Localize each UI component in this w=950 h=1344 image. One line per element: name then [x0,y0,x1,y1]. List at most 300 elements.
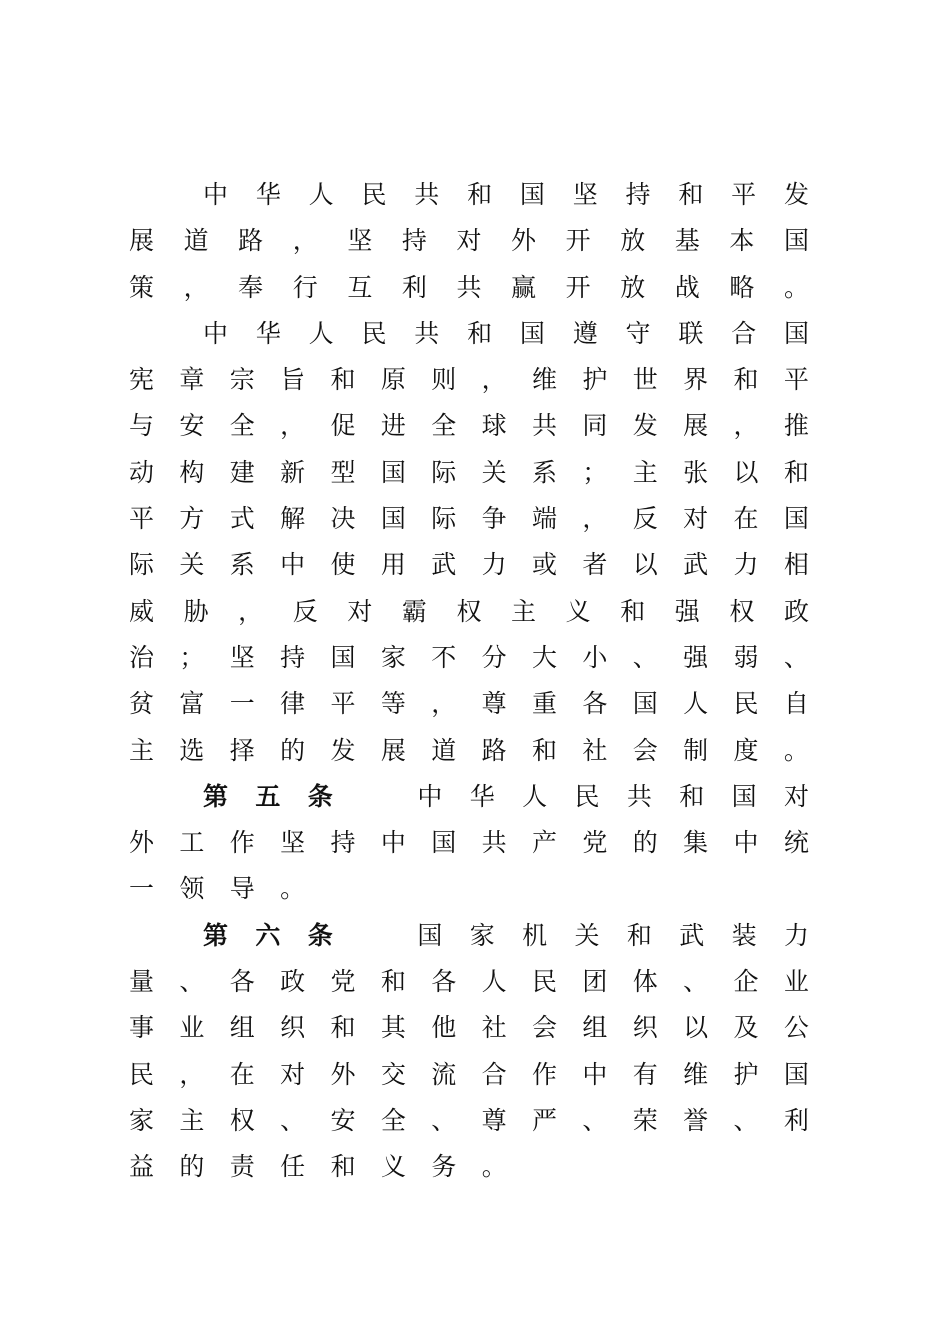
text-char: 民 [361,318,387,348]
text-char: 不 [431,642,457,672]
text-char: 展 [129,226,155,256]
text-char: 路 [238,226,264,256]
text-line [129,681,809,727]
text-char: 和 [467,318,493,348]
text-char: 行 [292,272,318,302]
text-line [129,403,809,449]
text-char: 争 [481,504,507,534]
text-char: 全 [229,411,255,441]
text-char: 义 [565,596,591,626]
text-char: 国 [783,504,809,534]
text-char: 工 [179,828,205,858]
text-char: 推 [783,411,809,441]
article-label-char: 六 [255,920,281,950]
text-char: 坚 [347,226,373,256]
text-char: 华 [469,781,495,811]
text-char: 武 [431,550,457,580]
text-char: 弱 [733,642,759,672]
text-char: 民 [532,967,558,997]
text-char: 平 [783,365,809,395]
text-char: 在 [229,1059,255,1089]
text-char: 端 [532,504,558,534]
text-char: 界 [683,365,709,395]
text-char: 大 [532,642,558,672]
text-char: 作 [229,828,255,858]
text-char: 。 [280,874,306,904]
text-char: 持 [625,180,651,209]
text-char: 发 [632,411,658,441]
text-char: 流 [431,1059,457,1089]
text-char: 业 [783,967,809,997]
text-char: 社 [481,1013,507,1043]
text-char: 决 [330,504,356,534]
text-char: 与 [129,411,155,441]
text-line [129,172,809,218]
text-char: 责 [229,1152,255,1182]
text-char: 共 [626,781,652,811]
text-char: 关 [574,920,600,950]
text-char: 企 [733,967,759,997]
text-char: 开 [565,272,591,302]
text-char: 宗 [229,365,255,395]
text-char: ； [179,642,205,672]
text-line [129,265,809,311]
text-char: 开 [565,226,591,256]
text-char: 和 [679,781,705,811]
text-char: 展 [380,735,406,765]
text-char: 际 [129,550,155,580]
text-char: 领 [179,874,205,904]
text-char: 国 [417,920,443,950]
text-char: 制 [683,735,709,765]
text-char: 誉 [683,1105,709,1135]
text-char: 、 [683,967,709,997]
text-char: 各 [431,967,457,997]
text-char: 维 [683,1059,709,1089]
text-char: 合 [731,318,757,348]
text-line [129,728,809,774]
text-char: 国 [731,781,757,811]
text-char: 、 [280,1105,306,1135]
text-char: 党 [582,828,608,858]
text-line [129,866,809,912]
text-char: 权 [456,596,482,626]
text-char: 团 [582,967,608,997]
text-line [129,1005,809,1051]
text-line [129,311,809,357]
text-char: 家 [129,1105,155,1135]
text-char: 各 [229,967,255,997]
text-char: 全 [380,1105,406,1135]
text-char: 外 [511,226,537,256]
text-char: 其 [380,1013,406,1043]
text-char: 坚 [572,180,598,209]
text-char: 、 [632,642,658,672]
text-char: 安 [179,411,205,441]
text-char: 富 [179,689,205,719]
text-char: 坚 [280,828,306,858]
text-char: 章 [179,365,205,395]
text-line [129,589,809,635]
article-label-char: 第 [203,781,229,811]
text-char: 建 [229,457,255,487]
text-char: 中 [203,318,229,348]
text-char: 各 [582,689,608,719]
text-char: ， [238,596,264,626]
text-char: 的 [179,1152,205,1182]
text-char: 以 [733,457,759,487]
text-char: 中 [380,828,406,858]
text-char: 展 [683,411,709,441]
text-char: ， [280,411,306,441]
text-char: 国 [783,1059,809,1089]
text-char: 民 [361,180,387,209]
text-char: 和 [678,180,704,209]
text-char: 分 [481,642,507,672]
text-char: 放 [620,226,646,256]
text-char: 律 [280,689,306,719]
text-line [129,1144,809,1190]
text-char: 织 [632,1013,658,1043]
text-char: ， [481,365,507,395]
text-char: 道 [183,226,209,256]
text-char: 的 [632,828,658,858]
text-char: 策 [129,272,155,302]
text-char: 自 [783,689,809,719]
text-char: 持 [330,828,356,858]
text-char: 华 [255,318,281,348]
text-char: 主 [129,735,155,765]
text-char: 促 [330,411,356,441]
text-char: 严 [532,1105,558,1135]
text-char: 一 [229,689,255,719]
text-char: 反 [632,504,658,534]
text-char: 华 [255,180,281,209]
text-char: 外 [330,1059,356,1089]
text-char: 安 [330,1105,356,1135]
text-char: 国 [783,226,809,256]
text-char: 会 [532,1013,558,1043]
text-char: 和 [330,1152,356,1182]
text-char: 中 [203,180,229,209]
text-char: 型 [330,457,356,487]
text-char: 小 [582,642,608,672]
text-char: 共 [456,272,482,302]
text-char: 武 [679,920,705,950]
text-char: 方 [179,504,205,534]
text-char: 集 [683,828,709,858]
text-char: 张 [683,457,709,487]
text-char: 和 [330,1013,356,1043]
text-char: 度 [733,735,759,765]
text-char: 胁 [183,596,209,626]
text-char: 国 [330,642,356,672]
text-char: 和 [626,920,652,950]
text-char: 共 [532,411,558,441]
text-char: 组 [229,1013,255,1043]
text-char: 。 [783,272,809,302]
text-char: 维 [532,365,558,395]
text-char: 组 [582,1013,608,1043]
text-char: 用 [380,550,406,580]
text-char: 球 [481,411,507,441]
text-char: 反 [292,596,318,626]
text-line [129,959,809,1005]
text-char: 交 [380,1059,406,1089]
text-char: ， [179,1059,205,1089]
text-char: 以 [683,1013,709,1043]
text-char: 导 [229,874,255,904]
text-char: 政 [280,967,306,997]
text-char: 赢 [511,272,537,302]
text-char: 联 [678,318,704,348]
text-char: 有 [632,1059,658,1089]
text-char: 、 [431,1105,457,1135]
text-char: 政 [783,596,809,626]
text-char: ； [582,457,608,487]
text-char: 略 [729,272,755,302]
text-char: 威 [129,596,155,626]
text-char: 宪 [129,365,155,395]
text-char: 择 [229,735,255,765]
text-char: 者 [582,550,608,580]
text-char: 和 [330,365,356,395]
text-char: 及 [733,1013,759,1043]
text-char: 际 [431,504,457,534]
text-char: 人 [308,180,334,209]
text-char: 人 [308,318,334,348]
text-char: 外 [129,828,155,858]
text-char: 道 [431,735,457,765]
text-char: 相 [783,550,809,580]
text-char: 家 [380,642,406,672]
text-char: 民 [574,781,600,811]
text-char: 国 [783,318,809,348]
text-line [129,635,809,681]
text-char: 新 [280,457,306,487]
text-char: 遵 [572,318,598,348]
text-char: 共 [414,180,440,209]
text-char: 和 [733,365,759,395]
text-line [129,1052,809,1098]
text-char: 公 [783,1013,809,1043]
text-char: 共 [414,318,440,348]
text-char: 、 [783,642,809,672]
text-char: 任 [280,1152,306,1182]
text-char: 对 [683,504,709,534]
text-char: 重 [532,689,558,719]
text-line [129,450,809,496]
text-char: 党 [330,967,356,997]
document-body [129,172,809,1191]
text-char: 平 [129,504,155,534]
text-char: 国 [632,689,658,719]
text-char: 对 [347,596,373,626]
text-char: ， [431,689,457,719]
text-char: 力 [783,920,809,950]
text-char: 人 [481,967,507,997]
text-char: ， [183,272,209,302]
text-char: 奉 [238,272,264,302]
text-char: 织 [280,1013,306,1043]
text-char: 体 [632,967,658,997]
text-line [129,774,809,820]
article-label-char: 五 [255,781,281,811]
text-line [129,496,809,542]
text-char: 国 [380,504,406,534]
text-char: 利 [401,272,427,302]
text-char: 尊 [481,689,507,719]
text-char: 他 [431,1013,457,1043]
text-char: 务 [431,1152,457,1182]
text-char: 发 [330,735,356,765]
text-char: 护 [733,1059,759,1089]
text-char: 荣 [632,1105,658,1135]
text-char: ， [582,504,608,534]
text-char: 中 [280,550,306,580]
article-label-char: 第 [203,920,229,950]
text-char: 民 [733,689,759,719]
text-char: 业 [179,1013,205,1043]
text-char: 、 [733,1105,759,1135]
text-char: 事 [129,1013,155,1043]
text-char: 对 [456,226,482,256]
text-char: 世 [632,365,658,395]
text-char: 则 [431,365,457,395]
text-char: 和 [380,967,406,997]
text-char: 国 [519,318,545,348]
text-char: 或 [532,550,558,580]
text-char: 统 [783,828,809,858]
text-char: 平 [330,689,356,719]
text-char: ， [733,411,759,441]
text-line [129,1098,809,1144]
text-char: 合 [481,1059,507,1089]
text-char: 基 [674,226,700,256]
text-char: 量 [129,967,155,997]
text-char: 系 [532,457,558,487]
text-line [129,357,809,403]
text-char: 权 [229,1105,255,1135]
text-char: 对 [783,781,809,811]
text-char: 、 [179,967,205,997]
text-char: 国 [519,180,545,209]
text-char: 社 [582,735,608,765]
text-char: 等 [380,689,406,719]
text-char: 本 [729,226,755,256]
text-char: 关 [481,457,507,487]
text-char: 旨 [280,365,306,395]
text-char: 中 [582,1059,608,1089]
text-char: 治 [129,642,155,672]
text-char: 发 [783,180,809,209]
text-char: 强 [674,596,700,626]
text-char: 以 [632,550,658,580]
text-char: 系 [229,550,255,580]
text-char: 护 [582,365,608,395]
article-label-char: 条 [307,920,333,950]
text-char: 持 [280,642,306,672]
text-char: 。 [481,1152,507,1182]
text-char: 主 [179,1105,205,1135]
text-char: 守 [625,318,651,348]
text-char: 的 [280,735,306,765]
text-char: 和 [467,180,493,209]
text-char: 选 [179,735,205,765]
text-char: 益 [129,1152,155,1182]
text-char: 利 [783,1105,809,1135]
text-char: 力 [733,550,759,580]
text-char: 使 [330,550,356,580]
text-char: 平 [731,180,757,209]
text-char: 会 [632,735,658,765]
text-char: 机 [522,920,548,950]
text-char: 贫 [129,689,155,719]
text-char: 路 [481,735,507,765]
text-char: 尊 [481,1105,507,1135]
text-char: 持 [401,226,427,256]
text-char: 国 [431,828,457,858]
text-char: 在 [733,504,759,534]
text-char: 一 [129,874,155,904]
text-char: 中 [417,781,443,811]
text-line [129,542,809,588]
text-char: 武 [683,550,709,580]
text-char: 坚 [229,642,255,672]
text-char: 主 [511,596,537,626]
text-char: ， [292,226,318,256]
text-char: 人 [522,781,548,811]
text-char: 家 [469,920,495,950]
text-char: 动 [129,457,155,487]
text-char: 产 [532,828,558,858]
text-char: 原 [380,365,406,395]
text-char: 际 [431,457,457,487]
text-char: 和 [620,596,646,626]
text-char: 作 [532,1059,558,1089]
text-line [129,820,809,866]
article-label-char: 条 [307,781,333,811]
text-char: 共 [481,828,507,858]
text-char: 装 [731,920,757,950]
text-char: 霸 [401,596,427,626]
text-char: 式 [229,504,255,534]
text-char: 全 [431,411,457,441]
text-char: 进 [380,411,406,441]
text-char: 构 [179,457,205,487]
text-char: 权 [729,596,755,626]
text-char: 放 [620,272,646,302]
text-char: 民 [129,1059,155,1089]
text-char: 主 [632,457,658,487]
text-char: 关 [179,550,205,580]
text-char: 强 [683,642,709,672]
text-char: 解 [280,504,306,534]
text-line [129,913,809,959]
text-char: 义 [380,1152,406,1182]
text-char: 和 [783,457,809,487]
text-char: 力 [481,550,507,580]
text-char: 和 [532,735,558,765]
text-char: 、 [582,1105,608,1135]
text-char: 战 [674,272,700,302]
text-char: 互 [347,272,373,302]
text-char: 同 [582,411,608,441]
text-line [129,218,809,264]
text-char: 中 [733,828,759,858]
text-char: 。 [783,735,809,765]
text-char: 国 [380,457,406,487]
